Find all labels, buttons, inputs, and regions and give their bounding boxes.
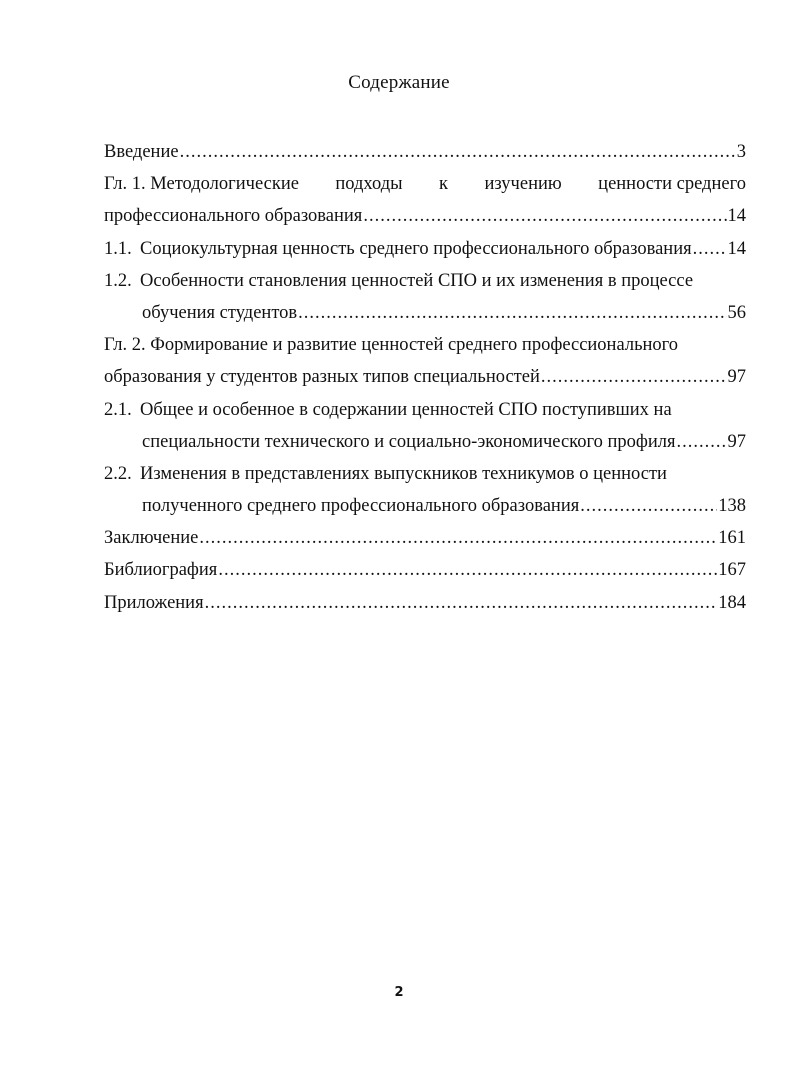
toc-leader-dots — [298, 297, 726, 329]
toc-leader-dots — [218, 554, 717, 586]
toc-entry-label: Особенности становления ценностей СПО и их изменения в процессе — [140, 270, 694, 291]
toc-entry-appendices — [104, 587, 746, 619]
toc-entry-chapter-1-line-1 — [104, 168, 746, 200]
toc-word: Гл. 1. Методологические — [104, 174, 299, 195]
toc-section-number: 2.1. — [104, 399, 132, 420]
toc-leader-dots — [677, 426, 727, 458]
toc-entry-label: Введение — [104, 142, 179, 162]
toc-entry-label: обучения студентов — [142, 302, 298, 323]
toc-entry-label: Гл. 2. Формирование и развитие ценностей среднего профессионального — [104, 335, 679, 356]
toc-entry-page: 138 — [718, 496, 746, 517]
toc-leader-dots — [199, 522, 717, 554]
toc-entry-conclusion — [104, 522, 746, 554]
toc-entry-chapter-1-line-2 — [104, 200, 746, 232]
toc-word: ценности среднего — [598, 174, 746, 195]
toc-entry-page: 167 — [718, 560, 746, 581]
toc-entry-page: 14 — [727, 238, 746, 259]
toc-word: подходы — [335, 174, 403, 195]
toc-entry-page: 14 — [727, 206, 746, 227]
toc-entry-label: Приложения — [104, 592, 204, 613]
toc-entry-page: 3 — [736, 142, 746, 162]
toc-entry-label: Общее и особенное в содержании ценностей СПО поступивших на — [140, 399, 672, 420]
toc-word: изучению — [484, 174, 562, 195]
toc-entry-section-2-1-line-2 — [104, 426, 746, 458]
toc-entry-chapter-2-line-1 — [104, 329, 746, 361]
toc-entry-section-2-2-line-2 — [104, 490, 746, 522]
toc-entry-page: 97 — [727, 431, 746, 452]
toc-entry-page: 97 — [727, 367, 746, 388]
toc-section-number: 1.2. — [104, 270, 132, 291]
toc-entry-section-1-1 — [104, 233, 746, 265]
toc-entry-intro — [104, 136, 746, 168]
toc-entry-page: 56 — [727, 302, 746, 323]
toc-entry-label: полученного среднего профессионального образования — [142, 496, 580, 517]
toc-leader-dots — [541, 361, 727, 393]
page-number: 2 — [394, 985, 404, 1000]
toc-entry-section-1-2-line-1 — [104, 265, 746, 297]
toc-section-number: 2.2. — [104, 463, 132, 484]
toc-entry-label: Изменения в представлениях выпускников техникумов о ценности — [140, 463, 667, 484]
toc-entry-bibliography — [104, 554, 746, 586]
toc-word: к — [439, 174, 449, 195]
toc-entry-label: профессионального образования — [104, 206, 363, 227]
toc-entry-chapter-2-line-2 — [104, 361, 746, 393]
toc-entry-section-2-1-line-1 — [104, 394, 746, 426]
toc-entry-section-1-2-line-2 — [104, 297, 746, 329]
toc-entry-label: Социокультурная ценность среднего профессионального образования — [140, 238, 692, 259]
toc-entry-section-2-2-line-1 — [104, 458, 746, 490]
toc-entry-page: 161 — [718, 528, 746, 549]
toc-entry-label: образования у студентов разных типов специальностей — [104, 367, 540, 388]
toc-title: Содержание — [348, 72, 450, 93]
toc-entry-page: 184 — [718, 592, 746, 613]
toc-leader-dots — [363, 200, 726, 232]
toc-entry-label: Библиография — [104, 560, 218, 581]
toc-entry-label: специальности технического и социально-экономического профиля — [142, 431, 676, 452]
toc-leader-dots — [580, 490, 717, 522]
toc-section-number: 1.1. — [104, 238, 132, 259]
toc-entry-label: Заключение — [104, 528, 199, 549]
toc-leader-dots — [180, 136, 736, 168]
toc-leader-dots — [205, 587, 718, 619]
table-of-contents — [104, 136, 746, 619]
toc-leader-dots — [693, 233, 727, 265]
